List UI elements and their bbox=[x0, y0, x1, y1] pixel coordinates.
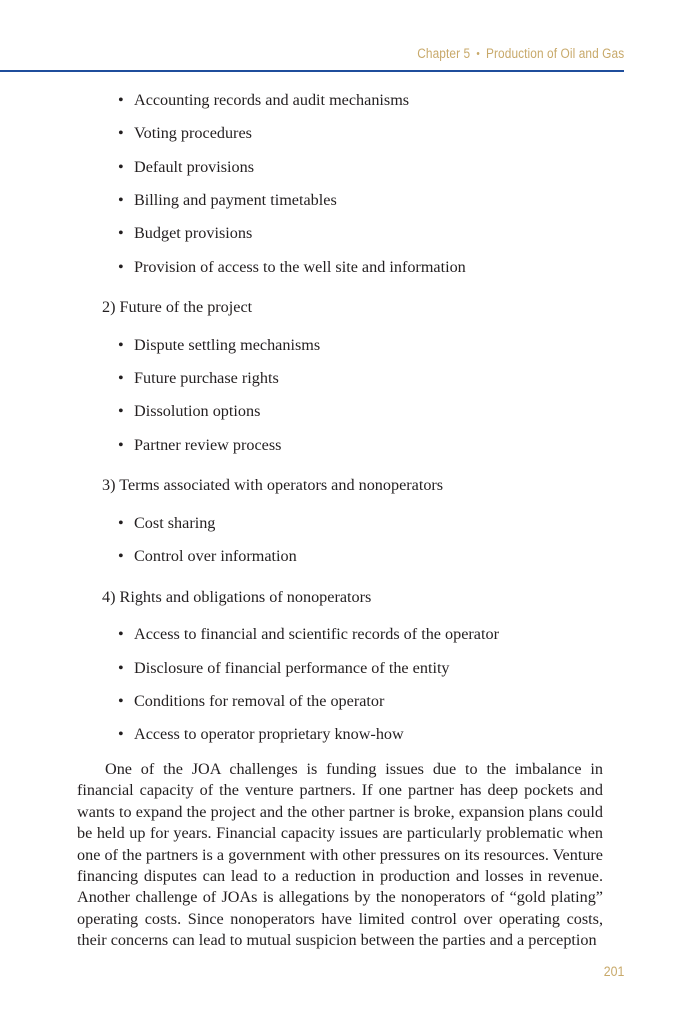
list-item: • Control over information bbox=[134, 546, 297, 566]
list-item: • Default provisions bbox=[134, 157, 254, 177]
section-heading: 3) Terms associated with operators and nonoperators bbox=[102, 476, 444, 494]
running-head bbox=[417, 46, 624, 61]
section-heading: 2) Future of the project bbox=[102, 298, 253, 316]
list-item: • Disclosure of financial performance of the entity bbox=[134, 658, 450, 678]
list-item: • Partner review process bbox=[134, 435, 281, 455]
list-item: • Billing and payment timetables bbox=[134, 190, 337, 210]
chapter-label: Chapter 5 bbox=[416, 46, 470, 61]
list-item: • Provision of access to the well site and information bbox=[134, 257, 466, 277]
chapter-title: Production of Oil and Gas bbox=[485, 46, 624, 61]
header-separator: • bbox=[476, 48, 480, 60]
list-item: • Dissolution options bbox=[134, 401, 260, 421]
list-item: • Access to operator proprietary know-how bbox=[134, 724, 404, 744]
list-item: • Future purchase rights bbox=[134, 368, 279, 388]
list-item: • Cost sharing bbox=[134, 513, 215, 533]
list-item: • Conditions for removal of the operator bbox=[134, 691, 384, 711]
body-paragraph: One of the JOA challenges is funding issues due to the imbalance in financial capacity of the venture partners. If one partner has deep pockets and wants to expand the project and the other partner is broke, expansion plans could be held up for years. Financial capacity issues are particularly problematic when one of the partners is a government with other pressures on its resources. Venture financing disputes can lead to a reduction in production and losses in revenue. Another challenge of JOAs is allegations by the nonoperators of “gold plating” operating costs. Since nonoperators have limited control over operating costs, their concerns can lead to mutual suspicion between the parties and a perception bbox=[77, 760, 603, 950]
list-item: • Accounting records and audit mechanisms bbox=[134, 90, 409, 110]
list-item: • Dispute settling mechanisms bbox=[134, 335, 320, 355]
section-heading: 4) Rights and obligations of nonoperators bbox=[102, 588, 372, 606]
list-item: • Voting procedures bbox=[134, 123, 252, 143]
page-number: 201 bbox=[603, 963, 624, 979]
header-rule bbox=[0, 70, 624, 72]
list-item: • Budget provisions bbox=[134, 223, 252, 243]
list-item: • Access to financial and scientific records of the operator bbox=[134, 624, 499, 644]
